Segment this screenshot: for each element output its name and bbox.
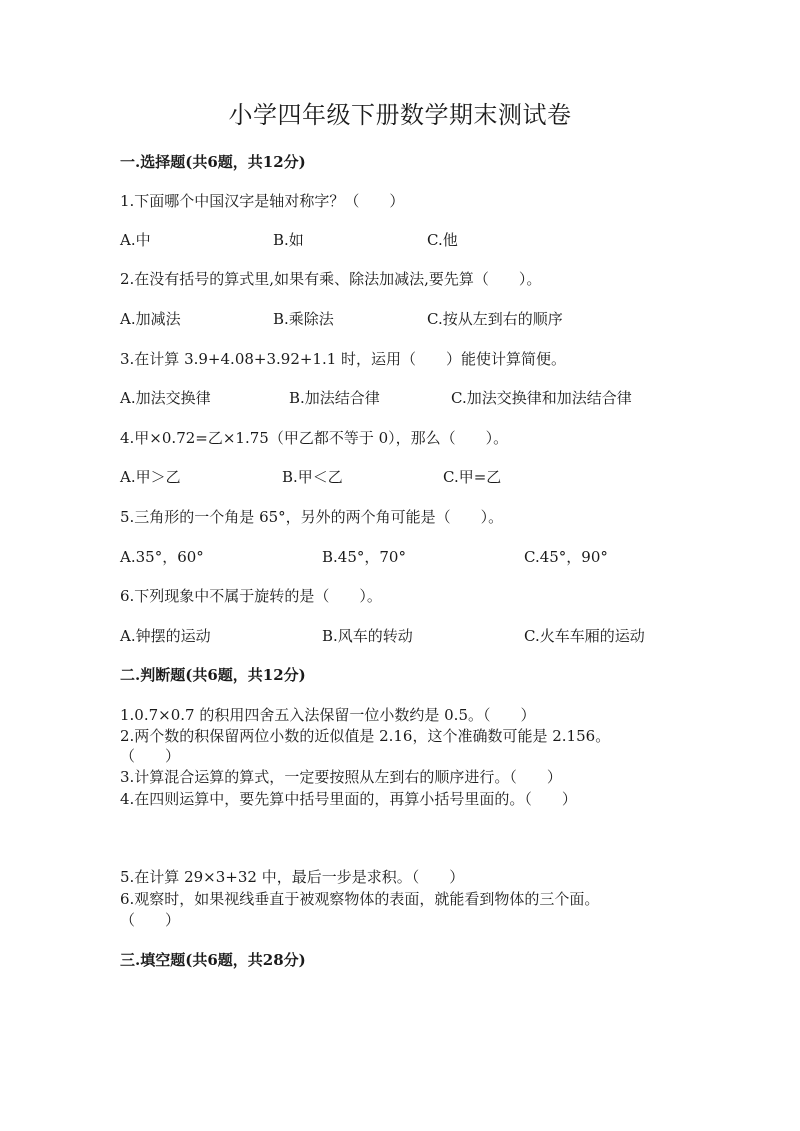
- choice-6-option-a: A.钟摆的运动: [120, 627, 211, 645]
- judge-question-1: 1.0.7×0.7 的积用四舍五入法保留一位小数约是 0.5。（ ）: [120, 706, 536, 724]
- choice-6-option-c: C.火车车厢的运动: [524, 627, 645, 645]
- choice-2-option-b: B.乘除法: [273, 310, 334, 328]
- page-title: 小学四年级下册数学期末测试卷: [228, 101, 572, 129]
- choice-question-5: 5.三角形的一个角是 65°，另外的两个角可能是（ ）。: [120, 508, 504, 526]
- choice-5-option-b: B.45°，70°: [322, 548, 406, 566]
- choice-3-option-a: A.加法交换律: [120, 389, 211, 407]
- choice-1-option-b: B.如: [273, 231, 304, 249]
- choice-1-option-c: C.他: [427, 231, 458, 249]
- choice-3-option-c: C.加法交换律和加法结合律: [451, 389, 632, 407]
- section-heading-choice: 一.选择题(共6题，共12分): [120, 153, 306, 171]
- choice-2-option-a: A.加减法: [120, 310, 181, 328]
- judge-question-6-blank: （ ）: [120, 911, 181, 929]
- choice-question-1: 1.下面哪个中国汉字是轴对称字？（ ）: [120, 192, 405, 210]
- choice-4-option-c: C.甲=乙: [443, 468, 502, 486]
- choice-question-3: 3.在计算 3.9+4.08+3.92+1.1 时，运用（ ）能使计算简便。: [120, 350, 567, 368]
- judge-question-2-blank: （ ）: [120, 747, 181, 765]
- judge-question-6: 6.观察时，如果视线垂直于被观察物体的表面，就能看到物体的三个面。: [120, 890, 600, 908]
- choice-4-option-a: A.甲＞乙: [120, 468, 181, 486]
- section-heading-fill: 三.填空题(共6题，共28分): [120, 951, 306, 969]
- choice-5-option-a: A.35°，60°: [120, 548, 204, 566]
- choice-question-4: 4.甲×0.72=乙×1.75（甲乙都不等于 0），那么（ ）。: [120, 429, 509, 447]
- section-heading-judge: 二.判断题(共6题，共12分): [120, 666, 306, 684]
- judge-question-5: 5.在计算 29×3+32 中，最后一步是求积。（ ）: [120, 868, 465, 886]
- choice-5-option-c: C.45°，90°: [524, 548, 608, 566]
- judge-question-3: 3.计算混合运算的算式，一定要按照从左到右的顺序进行。（ ）: [120, 768, 562, 786]
- judge-question-2: 2.两个数的积保留两位小数的近似值是 2.16，这个准确数可能是 2.156。: [120, 727, 611, 745]
- choice-4-option-b: B.甲＜乙: [282, 468, 343, 486]
- choice-question-6: 6.下列现象中不属于旋转的是（ ）。: [120, 587, 382, 605]
- choice-1-option-a: A.中: [120, 231, 151, 249]
- choice-3-option-b: B.加法结合律: [289, 389, 380, 407]
- judge-question-4: 4.在四则运算中，要先算中括号里面的，再算小括号里面的。（ ）: [120, 790, 577, 808]
- choice-question-2: 2.在没有括号的算式里,如果有乘、除法加减法,要先算（ ）。: [120, 270, 542, 288]
- choice-6-option-b: B.风车的转动: [322, 627, 413, 645]
- choice-2-option-c: C.按从左到右的顺序: [427, 310, 563, 328]
